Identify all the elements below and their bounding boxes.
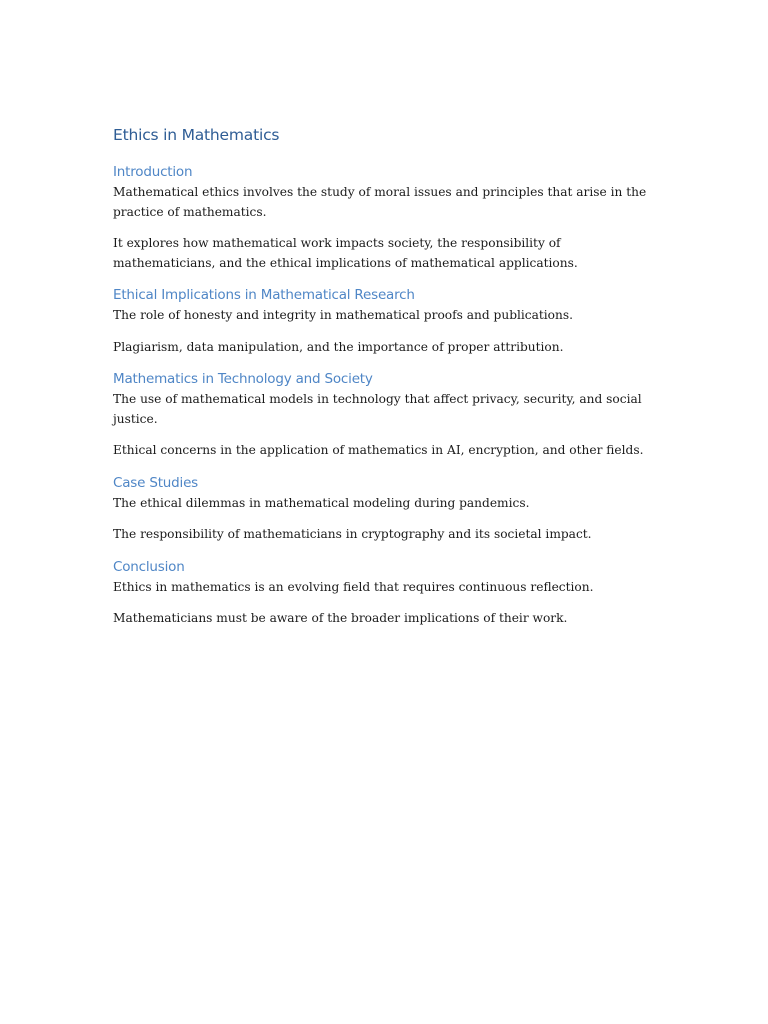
section-heading: Mathematics in Technology and Society — [113, 371, 373, 387]
paragraph: Plagiarism, data manipulation, and the importance of proper attribution. — [113, 339, 564, 354]
paragraph: The role of honesty and integrity in mathematical proofs and publications. — [113, 308, 573, 322]
section-heading: Ethical Implications in Mathematical Research — [113, 287, 415, 303]
section-technology-society — [113, 369, 648, 461]
paragraph: The use of mathematical models in technology that affect privacy, security, and social justice. — [113, 392, 642, 426]
section-heading: Introduction — [113, 164, 193, 180]
document-page — [113, 122, 648, 641]
paragraph: The ethical dilemmas in mathematical modeling during pandemics. — [113, 495, 530, 510]
paragraph: Ethics in mathematics is an evolving field that requires continuous reflection. — [113, 579, 594, 594]
section-case-studies — [113, 473, 648, 545]
section-conclusion — [113, 557, 648, 629]
paragraph: Ethical concerns in the application of mathematics in AI, encryption, and other fields. — [113, 443, 644, 457]
document-title: Ethics in Mathematics — [113, 126, 280, 144]
section-ethical-implications — [113, 285, 648, 357]
paragraph: Mathematicians must be aware of the broader implications of their work. — [113, 611, 568, 625]
paragraph: It explores how mathematical work impacts society, the responsibility of mathematicians, and the ethical implications of mathematical applications. — [113, 236, 578, 270]
section-introduction — [113, 162, 648, 273]
section-heading: Conclusion — [113, 558, 185, 575]
section-heading: Case Studies — [113, 474, 199, 491]
paragraph: The responsibility of mathematicians in cryptography and its societal impact. — [113, 527, 592, 541]
paragraph: Mathematical ethics involves the study of moral issues and principles that arise in the practice of mathematics. — [113, 185, 647, 219]
